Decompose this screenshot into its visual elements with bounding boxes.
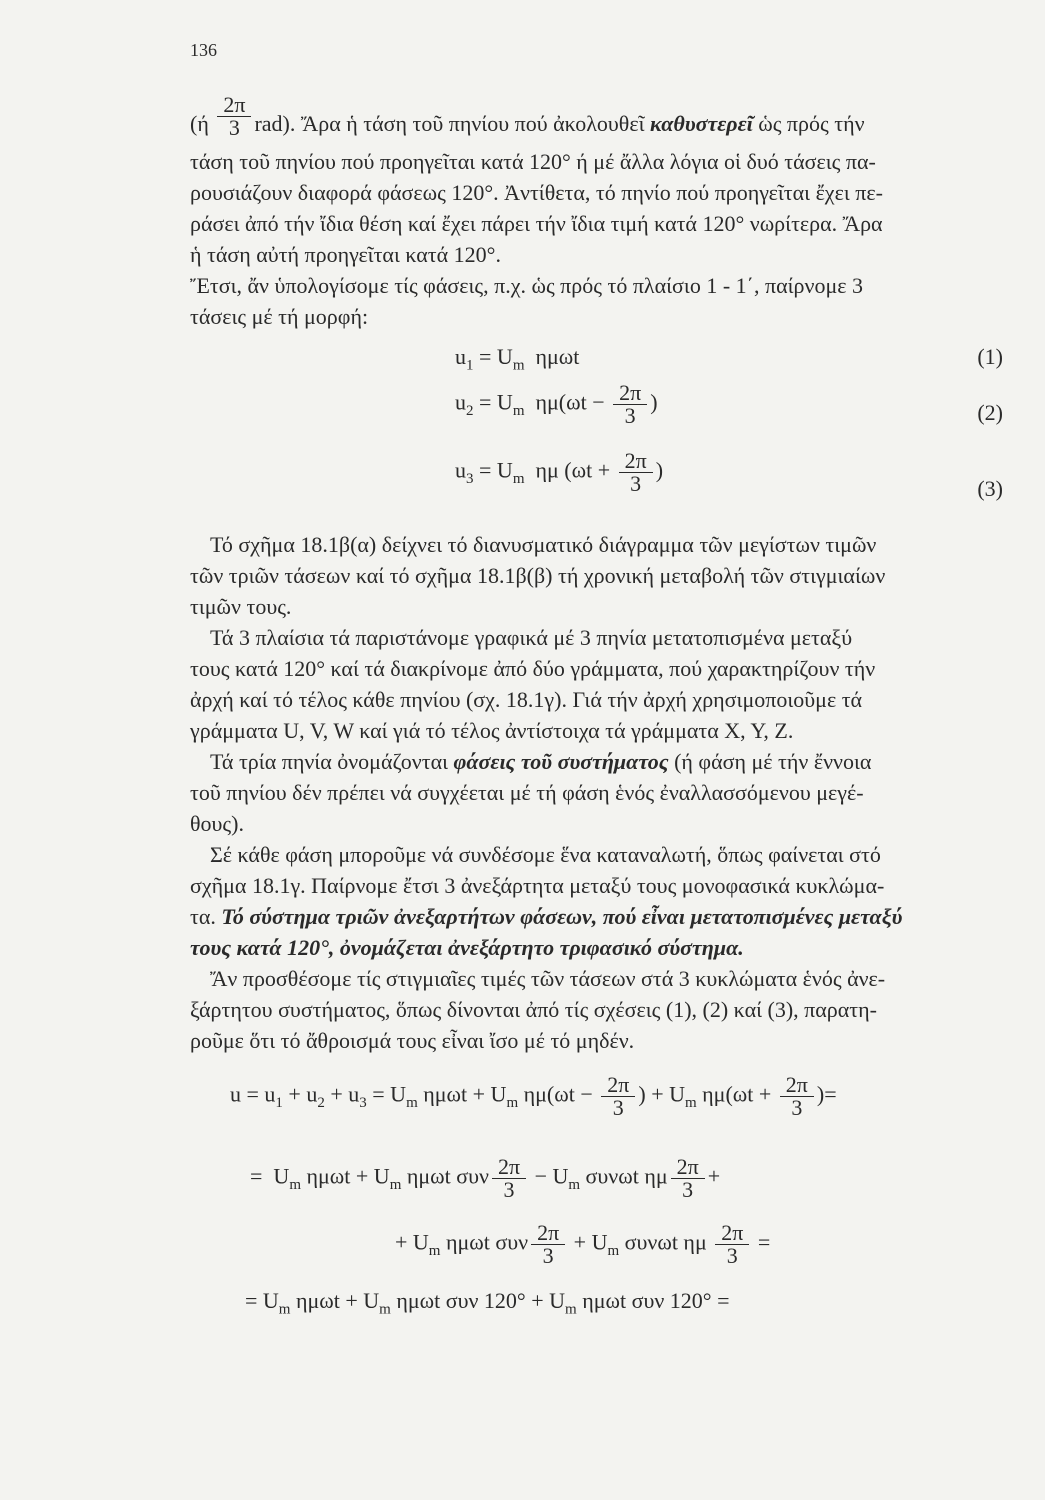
para4-text: (ή φάση μέ τήν ἔννοια (674, 749, 872, 774)
eq-sign: = (479, 389, 492, 415)
top-end: ὡς πρός τήν (758, 111, 865, 136)
frac-den: 3 (726, 1243, 738, 1268)
para1-line: ἡ τάση αὐτή προηγεῖται κατά 120°. (190, 242, 501, 267)
eq-sub: 2 (466, 402, 474, 419)
eq-U: U (496, 389, 513, 415)
sum-text: + (707, 1163, 721, 1189)
para3-line: γράμματα U, V, W καί γιά τό τέλος ἀντίστοιχα τά γράμματα X, Y, Z. (190, 718, 794, 743)
sum-text: ημωt (295, 1288, 340, 1313)
sum-text: = U (372, 1081, 407, 1107)
para5-line-4: τους κατά 120°, ὀνομάζεται ἀνεξάρτητο τριφασικό σύστημα. (190, 935, 744, 960)
sum-row-1 (230, 1074, 837, 1119)
fraction (619, 450, 653, 495)
fraction (613, 382, 647, 427)
sum-text: συνωt ημ (585, 1163, 668, 1189)
fraction (217, 94, 251, 139)
eq-sub-m: m (406, 1094, 418, 1111)
eq-close: ) (650, 389, 658, 415)
sum-text: + U (355, 1163, 390, 1189)
eq-sub-m: m (512, 470, 525, 487)
sum-row-2 (250, 1156, 720, 1201)
eq-sub-m: m (565, 1301, 577, 1318)
sum-text: ) (638, 1081, 646, 1107)
sum-text: ημωt (423, 1081, 468, 1107)
equation-tag-1: (1) (977, 344, 1003, 369)
sum-text: = U (245, 1288, 279, 1313)
eq-sub-m: m (684, 1094, 697, 1111)
para1-line: ράσει ἀπό τήν ἴδια θέση καί ἔχει πάρει τήν ἴδια τιμή κατά 120° νωρίτερα. Ἄρα (190, 211, 883, 236)
para2-line: τῶν τριῶν τάσεων καί τό σχῆμα 18.1β(β) τή χρονική μεταβολή τῶν στιγμιαίων (190, 563, 886, 588)
eq-sub: 3 (359, 1094, 367, 1111)
sum-text: + U (531, 1288, 566, 1313)
frac-num: 2π (601, 1074, 635, 1097)
para4-line-3: θους). (190, 811, 244, 836)
para5-text: τα. (190, 904, 216, 929)
sum-text: + U (472, 1081, 507, 1107)
fraction (492, 1156, 526, 1201)
para2-line: τιμῶν τους. (190, 594, 292, 619)
eq-U: U (496, 457, 513, 483)
eq-sub-m: m (568, 1176, 581, 1193)
frac-num: 2π (217, 94, 251, 117)
eq-sub-m: m (506, 1094, 519, 1111)
frac-den: 3 (624, 403, 636, 428)
frac-num: 2π (613, 382, 647, 405)
sum-text: ημωt συν (445, 1229, 529, 1255)
eq-sub-m: m (278, 1301, 291, 1318)
fraction (601, 1074, 635, 1119)
eq-expr: ημ(ωt − (535, 389, 605, 415)
para3-line: ἀρχή καί τό τέλος κάθε πηνίου (σχ. 18.1γ). Γιά τήν ἀρχή χρησιμοποιοῦμε τά (190, 687, 863, 712)
para5-line-1: Σέ κάθε φάση μποροῦμε νά συνδέσομε ἕνα καταναλωτή, ὅπως φαίνεται στό (210, 842, 881, 867)
equation-1 (455, 344, 579, 374)
sum-row-4 (245, 1288, 730, 1318)
para4-line-1 (210, 748, 871, 776)
eq-expr: ημ (ωt + (535, 457, 611, 483)
para5-line-2: σχῆμα 18.1γ. Παίρνομε ἔτσι 3 ἀνεξάρτητα μεταξύ τους μονοφασικά κυκλώμα- (190, 873, 885, 898)
sum-text: συνωt ημ (624, 1229, 707, 1255)
para4-line-2: τοῦ πηνίου δέν πρέπει νά συγχέεται μέ τή φάση ἑνός ἐναλλασσόμενου μεγέ- (190, 780, 864, 805)
para1-line: τάση τοῦ πηνίου πού προηγεῖται κατά 120° ή μέ ἄλλα λόγια οἱ δυό τάσεις πα- (190, 149, 876, 174)
page-number: 136 (190, 40, 217, 60)
fraction (780, 1074, 814, 1119)
sum-text: + U (573, 1229, 608, 1255)
definition-bold: Τό σύστημα τριῶν ἀνεξαρτήτων φάσεων, πού εἶναι μετατοπισμένες μεταξύ (221, 904, 903, 929)
eq-sub-m: m (607, 1242, 620, 1259)
eq-sign: = (479, 457, 492, 483)
sum-text: + U (345, 1288, 380, 1313)
eq-sub-m: m (389, 1176, 402, 1193)
top-line (190, 94, 865, 139)
eq-sub-m: m (512, 402, 525, 419)
eq-sub-m: m (428, 1242, 441, 1259)
sum-text: u = u (230, 1081, 276, 1107)
eq-sub: 3 (466, 470, 474, 487)
eq-var: u (455, 344, 466, 369)
para5-line-3 (190, 903, 902, 931)
frac-num: 2π (492, 1156, 526, 1179)
eq-var: u (455, 457, 466, 483)
para6-line: Ἄν προσθέσομε τίς στιγμιαῖες τιμές τῶν τάσεων στά 3 κυκλώματα ἑνός ἀνε- (210, 966, 886, 991)
eq-var: u (455, 389, 466, 415)
fraction (671, 1156, 705, 1201)
sum-row-3 (395, 1222, 770, 1267)
sum-text: ημ(ωt + (702, 1081, 772, 1107)
frac-den: 3 (682, 1177, 694, 1202)
eq-close: ) (655, 457, 664, 483)
para2-line: Τό σχῆμα 18.1β(α) δείχνει τό διανυσματικό διάγραμμα τῶν μεγίστων τιμῶν (210, 532, 877, 557)
sum-text: ημωt συν 120° (396, 1288, 526, 1313)
eq-expr: ημωt (535, 344, 580, 369)
frac-den: 3 (228, 115, 240, 140)
eq-sub: 2 (317, 1094, 325, 1111)
para1-line: ρουσιάζουν διαφορά φάσεως 120°. Ἀντίθετα, τό πηνίο πού προηγεῖται ἔχει πε- (190, 180, 883, 205)
frac-den: 3 (791, 1095, 803, 1120)
sum-text: − U (534, 1163, 569, 1189)
eq-sub-m: m (289, 1176, 301, 1193)
sum-text: + U (395, 1229, 429, 1255)
eq-sub: 1 (275, 1094, 283, 1111)
para1-line: τάσεις μέ τή μορφή: (190, 304, 369, 329)
sum-text: U (273, 1163, 290, 1189)
frac-num: 2π (715, 1222, 749, 1245)
equation-tag-2: (2) (977, 400, 1003, 425)
eq-sub-m: m (512, 357, 525, 374)
top-after: rad). Ἄρα ἡ τάση τοῦ πηνίου πού ἀκολουθεῖ (254, 111, 645, 136)
term-phases: φάσεις τοῦ συστήματος (453, 749, 669, 774)
top-open: (ή (190, 111, 209, 136)
term-lagging: καθυστερεῖ (650, 111, 753, 136)
sum-text: + u (288, 1081, 318, 1107)
eq-sign: = (479, 344, 492, 369)
sum-text: ημωt (306, 1163, 351, 1189)
frac-den: 3 (630, 471, 642, 496)
sum-text: + u (330, 1081, 360, 1107)
para6-line: ξάρτητου συστήματος, ὅπως δίνονται ἀπό τίς σχέσεις (1), (2) καί (3), παρατη- (190, 997, 877, 1022)
para6-line: ροῦμε ὅτι τό ἄθροισμά τους εἶναι ἴσο μέ τό μηδέν. (190, 1028, 635, 1053)
fraction (715, 1222, 749, 1267)
sum-text: )= (816, 1081, 837, 1107)
sum-text: ημ(ωt − (523, 1081, 593, 1107)
frac-num: 2π (671, 1156, 705, 1179)
fraction (531, 1222, 565, 1267)
frac-den: 3 (612, 1095, 624, 1120)
equation-2 (455, 382, 658, 427)
para1-line: Ἔτσι, ἄν ὑπολογίσομε τίς φάσεις, π.χ. ὡς πρός τό πλαίσιο 1 - 1΄, παίρνομε 3 (190, 273, 863, 298)
frac-den: 3 (542, 1243, 554, 1268)
sum-text: + U (651, 1081, 685, 1107)
eq-U: U (496, 344, 513, 369)
para3-line: Τά 3 πλαίσια τά παριστάνομε γραφικά μέ 3 πηνία μετατοπισμένα μεταξύ (210, 625, 853, 650)
frac-num: 2π (531, 1222, 565, 1245)
equation-3 (455, 450, 663, 495)
sum-text: ημωt συν 120° = (582, 1288, 730, 1313)
para4-text: Τά τρία πηνία ὀνομάζονται (210, 749, 449, 774)
eq-sub: 1 (466, 357, 474, 374)
sum-text: = (250, 1163, 263, 1189)
equation-tag-3: (3) (977, 476, 1003, 501)
frac-num: 2π (780, 1074, 814, 1097)
eq-sub-m: m (379, 1301, 391, 1318)
frac-num: 2π (619, 450, 653, 473)
sum-text: ημωt συν (406, 1163, 489, 1189)
sum-text: = (757, 1229, 771, 1255)
para3-line: τους κατά 120° καί τά διακρίνομε ἀπό δύο γράμματα, πού χαρακτηρίζουν τήν (190, 656, 876, 681)
frac-den: 3 (503, 1177, 515, 1202)
